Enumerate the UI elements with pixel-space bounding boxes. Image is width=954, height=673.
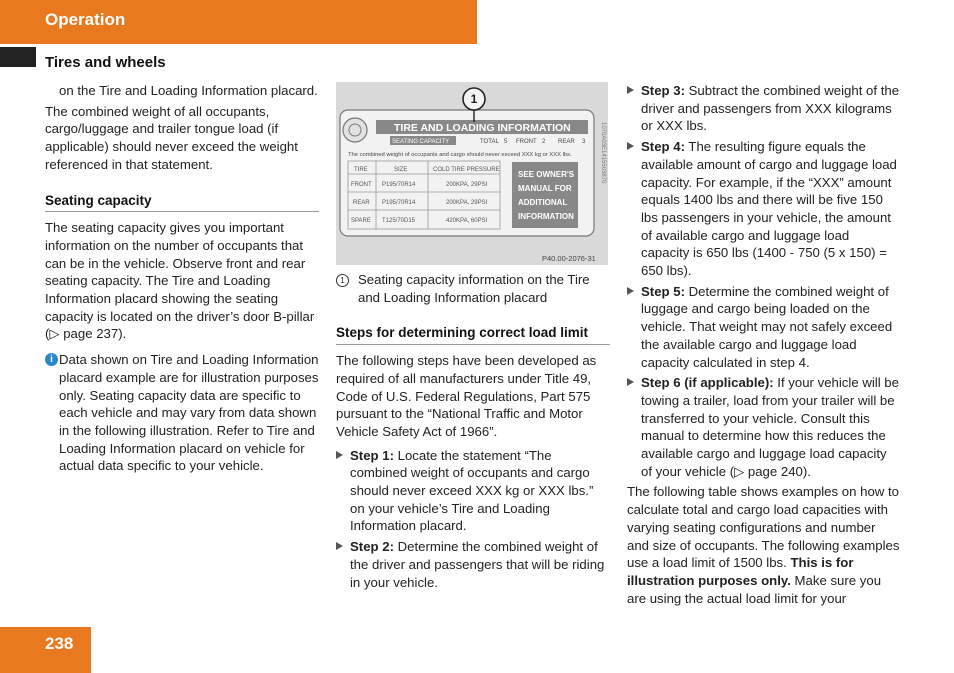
placard-total-label: TOTAL <box>480 139 499 145</box>
page-number: 238 <box>45 634 74 653</box>
step-label: Step 1: <box>350 447 394 463</box>
paragraph-continued: on the Tire and Loading Information placard. <box>59 83 318 98</box>
info-note <box>45 351 319 475</box>
step-text: If your vehicle will be towing a trailer, load from your trailer will be transferred to your vehicle. Consult this manual to determine how this reduces the available cargo and luggage load capacity of your vehicle (▷ page 240). <box>641 375 899 479</box>
placard-row-size: P195/70R14 <box>382 182 416 188</box>
paragraph-table-intro <box>627 483 901 607</box>
placard-row-pressure: 420KPA, 60PSI <box>446 218 488 224</box>
step-label: Step 3: <box>641 83 685 98</box>
placard-col-tire: TIRE <box>354 167 368 173</box>
step-text: Locate the statement “The combined weight of occupants and cargo should never exceed XXX kg or XXX lbs.” on your vehicle’s Tire and Loading Information placard. <box>350 447 594 534</box>
placard-row-tire: FRONT <box>351 182 372 188</box>
placard-rear-val: 3 <box>582 139 586 145</box>
placard-row-tire: SPARE <box>351 218 371 224</box>
step-text: Subtract the combined weight of the driver and passengers from XXX kilograms or XXX lbs. <box>641 83 900 134</box>
step-1 <box>336 447 610 536</box>
placard-front-label: FRONT <box>516 139 537 145</box>
step-2 <box>336 538 610 591</box>
placard-row-pressure: 200KPA, 29PSI <box>446 182 488 188</box>
paragraph-text: The following table shows examples on how to calculate total and cargo load capacities with varying seating configurations and number and size of occupants. The following examples use a load limit of 1500 lbs. <box>627 484 900 571</box>
step-3 <box>627 82 901 135</box>
step-text: The resulting figure equals the available amount of cargo and luggage load capacity. For example, if the “XXX” amount equals 1400 lbs and there will be five 150 lbs passengers in your vehicle, the amount of available cargo and luggage load capacity is 650 lbs (1400 - 750 (5 x 150) = 650 lbs). <box>641 139 897 279</box>
column-left <box>45 82 319 475</box>
paragraph-steps-intro: The following steps have been developed as required of all manufacturers under Title 49, Code of U.S. Federal Regulations, Part 575 pursuant to the “National Traffic and Motor Vehicle Safety Act of 1966”. <box>336 353 597 439</box>
page-number-box <box>0 627 91 673</box>
step-text: Determine the combined weight of the driver and passengers that will be riding in your vehicle. <box>350 539 605 590</box>
placard-side-code: 1070A03E1415503870 <box>600 122 606 184</box>
step-label: Step 6 (if applicable): <box>641 375 774 391</box>
placard-col-size: SIZE <box>394 167 408 173</box>
column-middle <box>336 271 610 591</box>
placard-see-manual: ADDITIONAL <box>518 198 568 207</box>
paragraph-emphasis: This is for illustration purposes only. <box>627 555 854 588</box>
bullet-arrow-icon <box>627 142 634 150</box>
placard-front-val: 2 <box>542 139 546 145</box>
placard-row-size: P195/70R14 <box>382 200 416 206</box>
placard-col-pressure: COLD TIRE PRESSURE <box>433 167 500 173</box>
bullet-arrow-icon <box>627 378 634 386</box>
figure-ref: P40.00-2076-31 <box>542 254 596 263</box>
bullet-arrow-icon <box>336 542 343 550</box>
placard-statement: The combined weight of occupants and cargo should never exceed XXX kg or XXX lbs. <box>348 152 572 158</box>
step-label: Step 2: <box>350 539 394 555</box>
caption-text: Seating capacity information on the Tire and Loading Information placard <box>358 272 590 305</box>
paragraph-seating-capacity: The seating capacity gives you important information on the number of occupants that can be in the vehicle. Observe front and rear seating capacity. The Tire and Loading Information placard showing the seating capacity is located on the driver’s door B-pillar (▷ page 237). <box>45 220 315 342</box>
step-4 <box>627 138 901 280</box>
placard-row-tire: REAR <box>353 200 370 206</box>
header-title: Operation <box>45 10 126 29</box>
info-icon: i <box>45 353 58 366</box>
placard-illustration <box>336 82 608 265</box>
placard-see-manual: SEE OWNER'S <box>518 170 575 179</box>
section-marker <box>0 47 36 67</box>
placard-see-manual: INFORMATION <box>518 212 574 221</box>
placard-row-pressure: 200KPA, 29PSI <box>446 200 488 206</box>
step-text: Determine the combined weight of luggage and cargo being loaded on the vehicle. That weight may not safely exceed the available cargo and luggage load capacity calculated in step 4. <box>641 283 893 370</box>
heading-steps: Steps for determining correct load limit <box>336 324 610 345</box>
bullet-arrow-icon <box>336 451 343 459</box>
section-title: Tires and wheels <box>45 54 166 71</box>
callout-number: 1 <box>470 92 478 106</box>
paragraph-text: Make sure you are using the actual load limit for your <box>627 572 882 606</box>
step-6 <box>627 374 901 480</box>
placard-figure <box>336 82 608 265</box>
placard-row-size: T125/70D15 <box>382 218 416 224</box>
heading-seating-capacity: Seating capacity <box>45 192 319 213</box>
info-note-text: Data shown on Tire and Loading Information placard example are for illustration purposes only. Seating capacity data are specific to each vehicle and may vary from data shown in the following illustration. Refer to Tire and Loading Information placard on vehicle for actual data specific to your vehicle. <box>59 352 319 474</box>
placard-seating: SEATING CAPACITY <box>392 139 450 145</box>
placard-total-val: 5 <box>504 139 508 145</box>
header-bar <box>0 0 477 44</box>
caption-number: 1 <box>336 274 349 287</box>
step-5 <box>627 283 901 372</box>
placard-see-manual: MANUAL FOR <box>518 184 572 193</box>
step-label: Step 4: <box>641 139 685 155</box>
paragraph-combined-weight: The combined weight of all occupants, cargo/luggage and trailer tongue load (if applicable) should never exceed the weight referenced in that statement. <box>45 103 298 172</box>
placard-title: TIRE AND LOADING INFORMATION <box>394 122 571 134</box>
step-label: Step 5: <box>641 283 685 299</box>
tire-icon <box>343 118 367 142</box>
bullet-arrow-icon <box>627 86 634 94</box>
placard-rear-label: REAR <box>558 139 575 145</box>
column-right <box>627 82 901 607</box>
figure-caption <box>336 271 610 306</box>
bullet-arrow-icon <box>627 287 634 295</box>
